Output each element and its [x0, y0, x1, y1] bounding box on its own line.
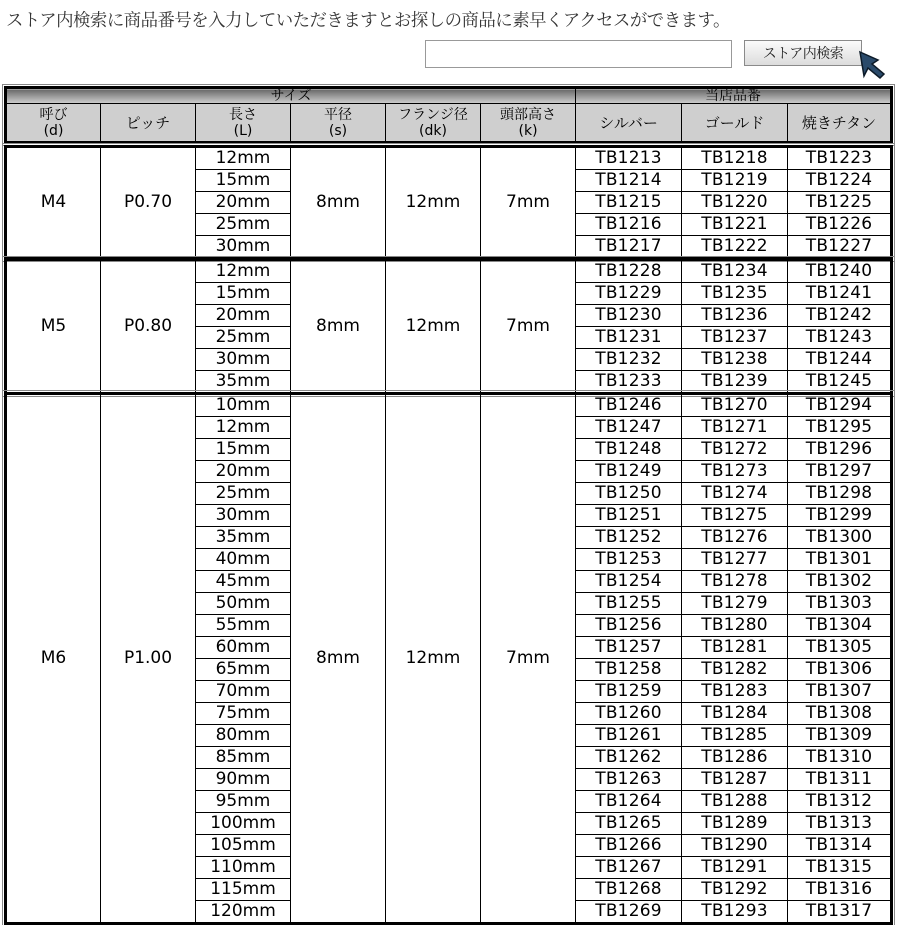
silver-code: TB1230 — [576, 305, 682, 327]
gold-code: TB1219 — [682, 170, 788, 192]
gold-code: TB1273 — [682, 461, 788, 483]
titanium-code: TB1315 — [788, 857, 892, 879]
silver-code: TB1262 — [576, 747, 682, 769]
col-silver: シルバー — [576, 104, 682, 143]
store-code-group-header: 当店品番 — [576, 88, 892, 104]
pitch-value: P1.00 — [101, 394, 196, 924]
spec-group-m5 — [4, 258, 893, 395]
flat-diameter-value: 8mm — [291, 394, 386, 924]
titanium-code: TB1225 — [788, 192, 892, 214]
silver-code: TB1256 — [576, 615, 682, 637]
silver-code: TB1246 — [576, 394, 682, 417]
silver-code: TB1264 — [576, 791, 682, 813]
length-cell: 25mm — [196, 327, 291, 349]
gold-code: TB1288 — [682, 791, 788, 813]
silver-code: TB1215 — [576, 192, 682, 214]
gold-code: TB1236 — [682, 305, 788, 327]
gold-code: TB1293 — [682, 901, 788, 924]
titanium-code: TB1305 — [788, 637, 892, 659]
silver-code: TB1257 — [576, 637, 682, 659]
titanium-code: TB1303 — [788, 593, 892, 615]
cursor-arrow-icon — [856, 50, 890, 80]
silver-code: TB1255 — [576, 593, 682, 615]
length-cell: 110mm — [196, 857, 291, 879]
length-cell: 12mm — [196, 417, 291, 439]
titanium-code: TB1245 — [788, 371, 892, 394]
gold-code: TB1279 — [682, 593, 788, 615]
titanium-code: TB1296 — [788, 439, 892, 461]
silver-code: TB1260 — [576, 703, 682, 725]
titanium-code: TB1311 — [788, 769, 892, 791]
silver-code: TB1229 — [576, 283, 682, 305]
gold-code: TB1239 — [682, 371, 788, 394]
gold-code: TB1290 — [682, 835, 788, 857]
gold-code: TB1292 — [682, 879, 788, 901]
length-cell: 50mm — [196, 593, 291, 615]
flange-diameter-value: 12mm — [386, 394, 481, 924]
length-cell: 30mm — [196, 349, 291, 371]
gold-code: TB1274 — [682, 483, 788, 505]
titanium-code: TB1297 — [788, 461, 892, 483]
pitch-value: P0.80 — [101, 260, 196, 394]
silver-code: TB1254 — [576, 571, 682, 593]
length-cell: 70mm — [196, 681, 291, 703]
col-titanium: 焼きチタン — [788, 104, 892, 143]
silver-code: TB1217 — [576, 236, 682, 259]
titanium-code: TB1227 — [788, 236, 892, 259]
length-cell: 120mm — [196, 901, 291, 924]
col-nominal: 呼び (d) — [6, 104, 101, 143]
silver-code: TB1216 — [576, 214, 682, 236]
titanium-code: TB1307 — [788, 681, 892, 703]
silver-code: TB1258 — [576, 659, 682, 681]
length-cell: 85mm — [196, 747, 291, 769]
gold-code: TB1271 — [682, 417, 788, 439]
gold-code: TB1221 — [682, 214, 788, 236]
length-cell: 60mm — [196, 637, 291, 659]
gold-code: TB1218 — [682, 147, 788, 170]
titanium-code: TB1313 — [788, 813, 892, 835]
silver-code: TB1261 — [576, 725, 682, 747]
table-row — [6, 147, 892, 170]
titanium-code: TB1316 — [788, 879, 892, 901]
table-row — [6, 260, 892, 283]
flange-diameter-value: 12mm — [386, 260, 481, 394]
silver-code: TB1249 — [576, 461, 682, 483]
titanium-code: TB1243 — [788, 327, 892, 349]
gold-code: TB1276 — [682, 527, 788, 549]
spec-group-m6 — [4, 392, 893, 925]
titanium-code: TB1299 — [788, 505, 892, 527]
flat-diameter-value: 8mm — [291, 260, 386, 394]
silver-code: TB1214 — [576, 170, 682, 192]
length-cell: 20mm — [196, 305, 291, 327]
titanium-code: TB1224 — [788, 170, 892, 192]
length-cell: 12mm — [196, 260, 291, 283]
col-flange-diameter: フランジ径 (dk) — [386, 104, 481, 143]
col-gold: ゴールド — [682, 104, 788, 143]
length-cell: 25mm — [196, 214, 291, 236]
length-cell: 80mm — [196, 725, 291, 747]
gold-code: TB1238 — [682, 349, 788, 371]
length-cell: 12mm — [196, 147, 291, 170]
length-cell: 20mm — [196, 192, 291, 214]
silver-code: TB1228 — [576, 260, 682, 283]
length-cell: 95mm — [196, 791, 291, 813]
silver-code: TB1247 — [576, 417, 682, 439]
col-flat-diameter: 平径 (s) — [291, 104, 386, 143]
length-cell: 15mm — [196, 170, 291, 192]
length-cell: 15mm — [196, 283, 291, 305]
gold-code: TB1222 — [682, 236, 788, 259]
col-head-height: 頭部高さ (k) — [481, 104, 576, 143]
length-cell: 45mm — [196, 571, 291, 593]
silver-code: TB1266 — [576, 835, 682, 857]
gold-code: TB1235 — [682, 283, 788, 305]
size-group-header: サイズ — [6, 88, 576, 104]
col-pitch: ピッチ — [101, 104, 196, 143]
silver-code: TB1232 — [576, 349, 682, 371]
length-cell: 10mm — [196, 394, 291, 417]
silver-code: TB1252 — [576, 527, 682, 549]
store-search-input[interactable] — [425, 40, 732, 68]
gold-code: TB1278 — [682, 571, 788, 593]
gold-code: TB1285 — [682, 725, 788, 747]
length-cell: 90mm — [196, 769, 291, 791]
titanium-code: TB1240 — [788, 260, 892, 283]
gold-code: TB1237 — [682, 327, 788, 349]
length-cell: 100mm — [196, 813, 291, 835]
titanium-code: TB1304 — [788, 615, 892, 637]
silver-code: TB1259 — [576, 681, 682, 703]
gold-code: TB1270 — [682, 394, 788, 417]
gold-code: TB1220 — [682, 192, 788, 214]
length-cell: 35mm — [196, 371, 291, 394]
silver-code: TB1269 — [576, 901, 682, 924]
length-cell: 65mm — [196, 659, 291, 681]
gold-code: TB1289 — [682, 813, 788, 835]
titanium-code: TB1302 — [788, 571, 892, 593]
silver-code: TB1253 — [576, 549, 682, 571]
gold-code: TB1280 — [682, 615, 788, 637]
length-cell: 30mm — [196, 505, 291, 527]
gold-code: TB1272 — [682, 439, 788, 461]
col-length: 長さ (L) — [196, 104, 291, 143]
silver-code: TB1248 — [576, 439, 682, 461]
length-cell: 115mm — [196, 879, 291, 901]
titanium-code: TB1298 — [788, 483, 892, 505]
titanium-code: TB1308 — [788, 703, 892, 725]
gold-code: TB1283 — [682, 681, 788, 703]
silver-code: TB1251 — [576, 505, 682, 527]
store-search-button[interactable]: ストア内検索 — [744, 40, 862, 66]
titanium-code: TB1306 — [788, 659, 892, 681]
length-cell: 20mm — [196, 461, 291, 483]
gold-code: TB1275 — [682, 505, 788, 527]
gold-code: TB1286 — [682, 747, 788, 769]
head-height-value: 7mm — [481, 260, 576, 394]
head-height-value: 7mm — [481, 147, 576, 259]
silver-code: TB1233 — [576, 371, 682, 394]
search-notice: ストア内検索に商品番号を入力していただきますとお探しの商品に素早くアクセスができます。 — [6, 11, 730, 31]
silver-code: TB1250 — [576, 483, 682, 505]
silver-code: TB1231 — [576, 327, 682, 349]
nominal-size: M6 — [6, 394, 101, 924]
length-cell: 25mm — [196, 483, 291, 505]
titanium-code: TB1226 — [788, 214, 892, 236]
length-cell: 15mm — [196, 439, 291, 461]
length-cell: 40mm — [196, 549, 291, 571]
silver-code: TB1263 — [576, 769, 682, 791]
length-cell: 30mm — [196, 236, 291, 259]
head-height-value: 7mm — [481, 394, 576, 924]
titanium-code: TB1244 — [788, 349, 892, 371]
gold-code: TB1284 — [682, 703, 788, 725]
nominal-size: M4 — [6, 147, 101, 259]
gold-code: TB1287 — [682, 769, 788, 791]
titanium-code: TB1242 — [788, 305, 892, 327]
gold-code: TB1282 — [682, 659, 788, 681]
silver-code: TB1268 — [576, 879, 682, 901]
silver-code: TB1213 — [576, 147, 682, 170]
length-cell: 75mm — [196, 703, 291, 725]
titanium-code: TB1309 — [788, 725, 892, 747]
silver-code: TB1267 — [576, 857, 682, 879]
gold-code: TB1277 — [682, 549, 788, 571]
flat-diameter-value: 8mm — [291, 147, 386, 259]
silver-code: TB1265 — [576, 813, 682, 835]
titanium-code: TB1300 — [788, 527, 892, 549]
table-row — [6, 394, 892, 417]
spec-table-header — [4, 86, 893, 144]
titanium-code: TB1241 — [788, 283, 892, 305]
nominal-size: M5 — [6, 260, 101, 394]
flange-diameter-value: 12mm — [386, 147, 481, 259]
gold-code: TB1291 — [682, 857, 788, 879]
titanium-code: TB1314 — [788, 835, 892, 857]
titanium-code: TB1301 — [788, 549, 892, 571]
pitch-value: P0.70 — [101, 147, 196, 259]
titanium-code: TB1294 — [788, 394, 892, 417]
titanium-code: TB1317 — [788, 901, 892, 924]
length-cell: 55mm — [196, 615, 291, 637]
titanium-code: TB1223 — [788, 147, 892, 170]
titanium-code: TB1295 — [788, 417, 892, 439]
length-cell: 35mm — [196, 527, 291, 549]
spec-group-m4 — [4, 145, 893, 260]
titanium-code: TB1312 — [788, 791, 892, 813]
length-cell: 105mm — [196, 835, 291, 857]
gold-code: TB1234 — [682, 260, 788, 283]
gold-code: TB1281 — [682, 637, 788, 659]
titanium-code: TB1310 — [788, 747, 892, 769]
